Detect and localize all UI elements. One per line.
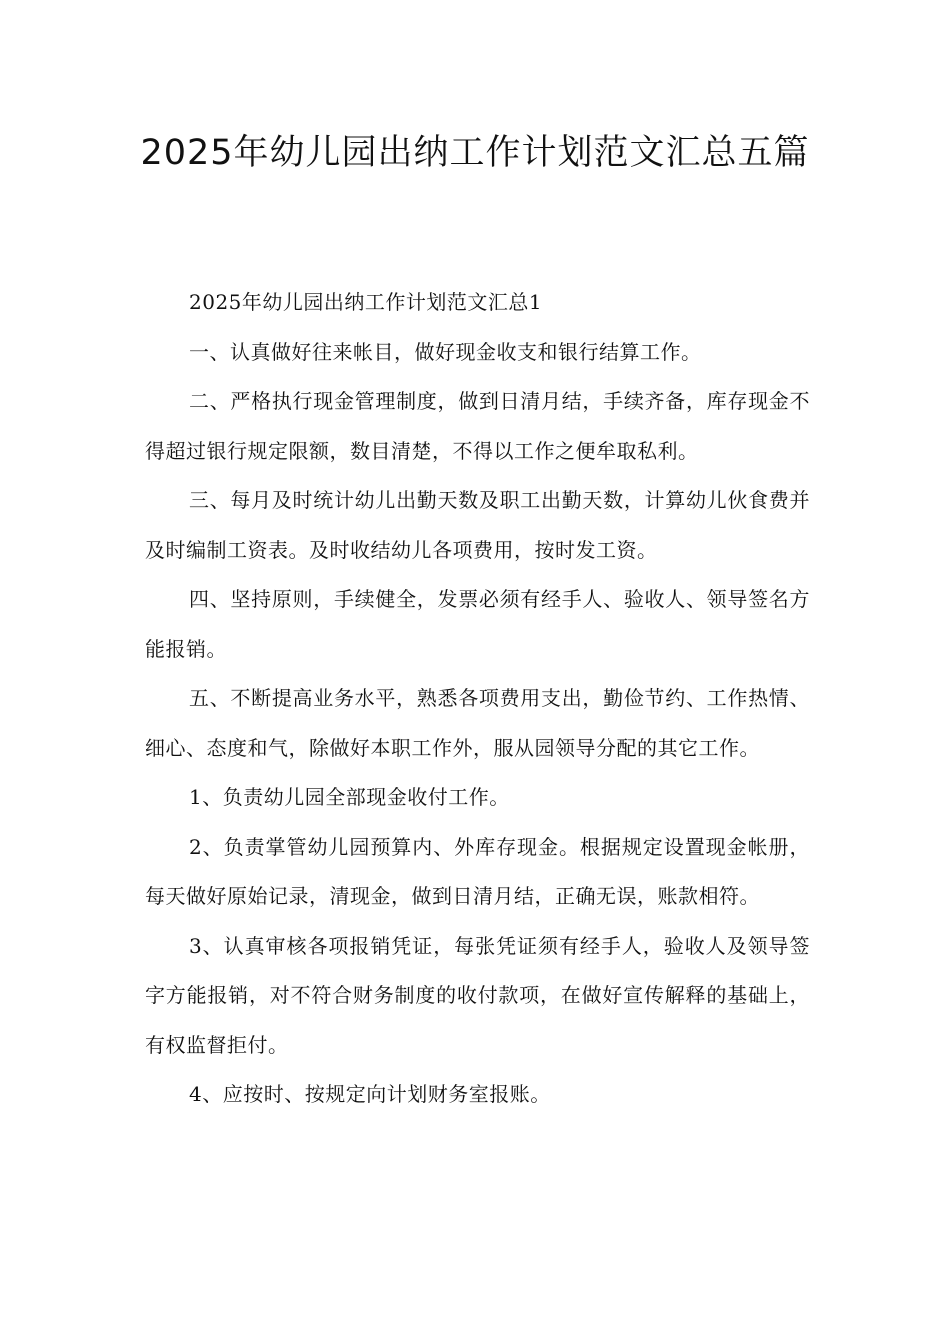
document-body bbox=[145, 278, 810, 1120]
paragraph-duty-4: 4、应按时、按规定向计划财务室报账。 bbox=[189, 1082, 551, 1106]
paragraph-duty-3: 3、认真审核各项报销凭证，每张凭证须有经手人，验收人及领导签字方能报销，对不符合财务制度的收付款项，在做好宣传解释的基础上，有权监督拒付。 bbox=[145, 933, 810, 1057]
document-title: 2025年幼儿园出纳工作计划范文汇总五篇 bbox=[140, 133, 810, 173]
paragraph-item-5: 五、不断提高业务水平，熟悉各项费用支出，勤俭节约、工作热情、细心、态度和气，除做好本职工作外，服从园领导分配的其它工作。 bbox=[145, 686, 810, 760]
paragraph-item-1: 一、认真做好往来帐目，做好现金收支和银行结算工作。 bbox=[189, 339, 702, 364]
paragraph-duty-1: 1、负责幼儿园全部现金收付工作。 bbox=[189, 785, 510, 809]
paragraph-item-2: 二、严格执行现金管理制度，做到日清月结，手续齐备，库存现金不得超过银行规定限额，数目清楚，不得以工作之便牟取私利。 bbox=[145, 389, 810, 463]
paragraph-duty-2: 2、负责掌管幼儿园预算内、外库存现金。根据规定设置现金帐册，每天做好原始记录，清现金，做到日清月结，正确无误，账款相符。 bbox=[145, 834, 810, 908]
paragraph-item-4: 四、坚持原则，手续健全，发票必须有经手人、验收人、领导签名方能报销。 bbox=[145, 587, 810, 661]
section-heading: 2025年幼儿园出纳工作计划范文汇总1 bbox=[189, 290, 543, 314]
paragraph-item-3: 三、每月及时统计幼儿出勤天数及职工出勤天数，计算幼儿伙食费并及时编制工资表。及时收结幼儿各项费用，按时发工资。 bbox=[145, 488, 810, 562]
